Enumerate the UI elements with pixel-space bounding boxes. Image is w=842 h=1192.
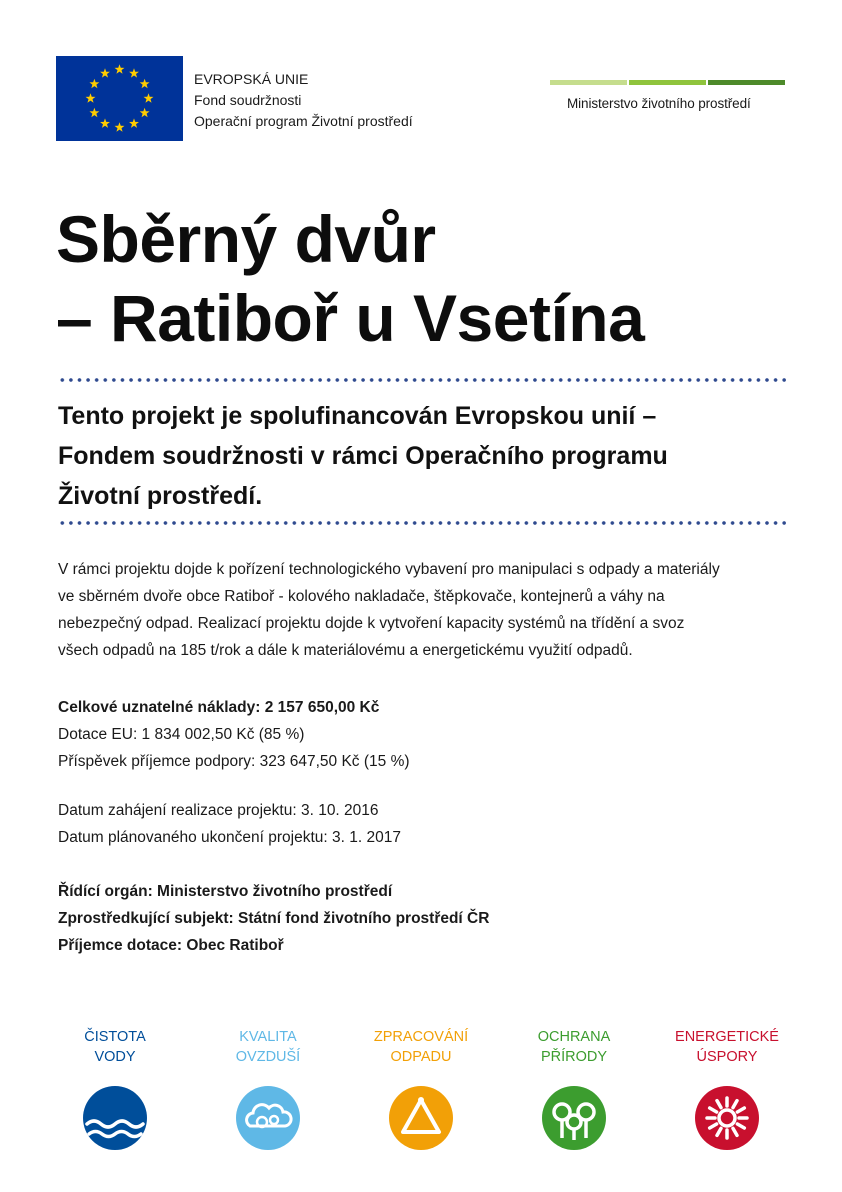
eu-star-icon [115, 64, 125, 73]
sun-ray [737, 1108, 744, 1112]
eu-flag-logo [56, 56, 183, 141]
trees-icon [542, 1086, 606, 1150]
eu-subsidy: Dotace EU: 1 834 002,50 Kč (85 %) [58, 726, 305, 743]
cloud-icon [236, 1086, 300, 1150]
description-line: všech odpadů na 185 t/rok a dále k materiálovému a energetickému využití odpadů. [58, 642, 633, 659]
pillar-label-line: OCHRANA [537, 1029, 611, 1045]
end-date: Datum plánovaného ukončení projektu: 3. 1. 2017 [58, 829, 401, 846]
ministry-bar [550, 80, 627, 85]
project-description [58, 556, 798, 664]
eu-stars-icon [56, 56, 183, 141]
funding-statement [58, 396, 798, 516]
description-line: nebezpečný odpad. Realizací projektu dojde k vytvoření kapacity systémů na třídění a svoz [58, 615, 685, 632]
sun-ray [733, 1101, 737, 1108]
ministry-name: Ministerstvo životního prostředí [567, 96, 751, 111]
eu-funding-text [194, 69, 413, 132]
eu-star-icon [89, 108, 99, 117]
pillar-label-line: ÚSPORY [696, 1049, 758, 1065]
recipient-contribution: Příspěvek příjemce podpory: 323 647,50 Kč (15 %) [58, 753, 410, 770]
sun-ray [710, 1108, 717, 1112]
eu-star-icon [115, 122, 125, 131]
sun-ray [717, 1128, 721, 1135]
sun-ray [737, 1124, 744, 1128]
eu-line: Fond soudržnosti [194, 92, 302, 108]
eu-line: Operační program Životní prostředí [194, 113, 413, 129]
title-line: – Ratiboř u Vsetína [56, 281, 645, 355]
eu-star-icon [89, 79, 99, 88]
ministry-logo [550, 80, 785, 111]
sun-ray [717, 1101, 721, 1108]
pillar-label-line: PŘÍRODY [540, 1049, 608, 1065]
pillar-label [361, 1027, 481, 1067]
eu-line: EVROPSKÁ UNIE [194, 71, 309, 87]
dotted-divider [58, 521, 786, 525]
ministry-bar [708, 80, 785, 85]
recycle-triangle-icon [389, 1086, 453, 1150]
pillar-waste [361, 1027, 481, 1150]
pillar-label-line: ZPRACOVÁNÍ [373, 1029, 469, 1045]
eu-star-icon [100, 68, 110, 77]
pillar-label [208, 1027, 328, 1067]
eu-star-icon [100, 118, 110, 127]
eu-star-icon [144, 93, 154, 102]
pillar-label [514, 1027, 634, 1067]
dates-section [58, 797, 401, 851]
subtitle-line: Životní prostředí. [58, 482, 263, 510]
sun-ray [733, 1128, 737, 1135]
description-line: V rámci projektu dojde k pořízení technologického vybavení pro manipulaci s odpady a materiály [58, 561, 720, 578]
managing-authority: Řídící orgán: Ministerstvo životního prostředí [58, 883, 393, 900]
eu-star-icon [129, 68, 139, 77]
sun-ray [710, 1124, 717, 1128]
pillar-label-line: VODY [94, 1049, 136, 1065]
intermediate-body: Zprostředkující subjekt: Státní fond životního prostředí ČR [58, 910, 490, 927]
cost-section [58, 694, 410, 775]
page-title [56, 200, 644, 358]
pillar-energy [667, 1027, 787, 1150]
water-waves-icon [83, 1086, 147, 1150]
start-date: Datum zahájení realizace projektu: 3. 10. 2016 [58, 802, 379, 819]
pillar-label-line: OVZDUŠÍ [235, 1049, 301, 1065]
eu-star-icon [129, 118, 139, 127]
pillar-label-line: KVALITA [239, 1029, 297, 1045]
pillar-nature [514, 1027, 634, 1150]
ministry-bar [629, 80, 706, 85]
sun-icon [695, 1086, 759, 1150]
bodies-section [58, 878, 489, 959]
pillar-label-line: ČISTOTA [84, 1029, 146, 1045]
pillar-label-line: ODPADU [390, 1049, 452, 1065]
title-line: Sběrný dvůr [56, 202, 436, 276]
ministry-color-bars [550, 80, 785, 85]
subtitle-line: Fondem soudržnosti v rámci Operačního programu [58, 442, 668, 470]
pillar-label [667, 1027, 787, 1067]
eu-star-icon [86, 93, 96, 102]
pillar-label [55, 1027, 175, 1067]
subtitle-line: Tento projekt je spolufinancován Evropskou unií – [58, 402, 657, 430]
dotted-divider [58, 378, 786, 382]
eu-star-icon [140, 108, 150, 117]
eu-star-icon [140, 79, 150, 88]
pillar-label-line: ENERGETICKÉ [675, 1029, 779, 1045]
total-costs: Celkové uznatelné náklady: 2 157 650,00 Kč [58, 699, 380, 716]
pillar-water [55, 1027, 175, 1150]
description-line: ve sběrném dvoře obce Ratiboř - kolového nakladače, štěpkovače, kontejnerů a váhy na [58, 588, 665, 605]
pillar-air [208, 1027, 328, 1150]
beneficiary: Příjemce dotace: Obec Ratiboř [58, 937, 284, 954]
